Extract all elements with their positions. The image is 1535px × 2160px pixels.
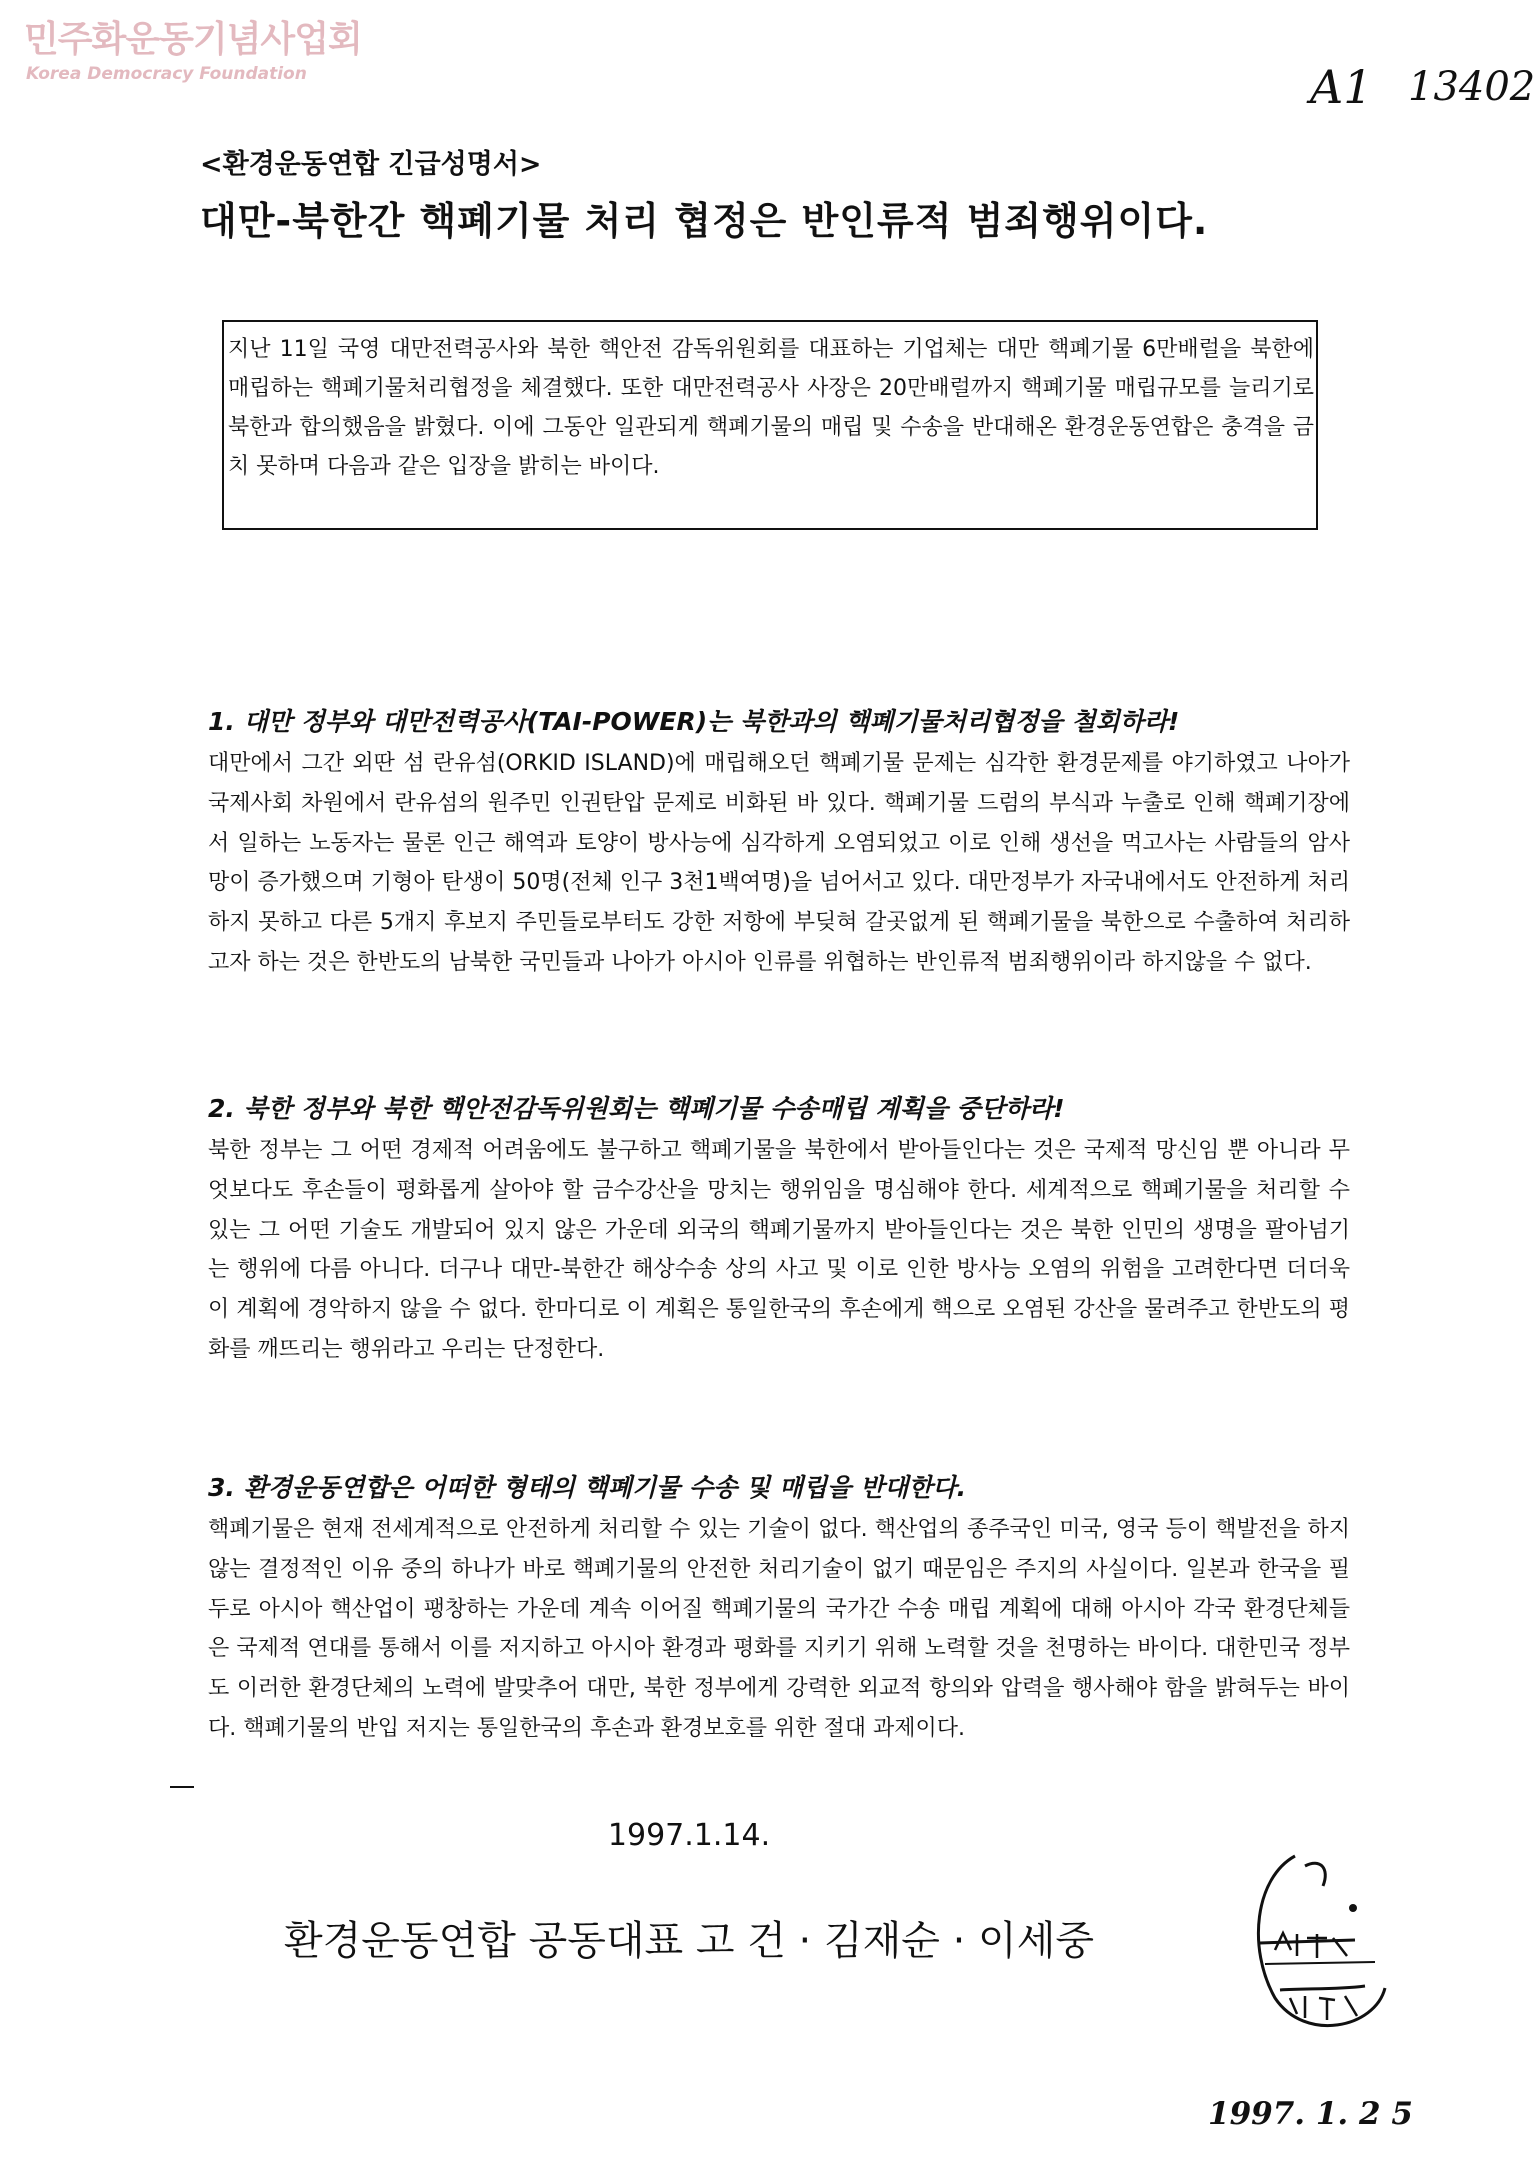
stamp-date: 1997. 1. 2 5: [1208, 2096, 1413, 2132]
signatories: 환경운동연합 공동대표 고 건 · 김재순 · 이세중: [284, 1918, 1094, 1964]
section-1-body: 대만에서 그간 외딴 섬 란유섬(ORKID ISLAND)에 매립해오던 핵폐기물 문제는 심각한 환경문제를 야기하였고 나아가 국제사회 차원에서 란유섬의 원주민 인권탄압 문제로 비화된 바 있다. 핵폐기물 드럼의 부식과 누출로 인해 핵폐기장에서 일하는 노동자는 물론 인근 해역과 토양이 방사능에 심각하게 오염되었고 이로 인해 생선을 먹고사는 사람들의 암사망이 증가했으며 기형아 탄생이 50명(전체 인구 3천1백여명)을 넘어서고 있다. 대만정부가 자국내에서도 안전하게 처리하지 못하고 다른 5개지 후보지 주민들로부터도 강한 저항에 부딪혀 갈곳없게 된 핵폐기물을 북한으로 수출하여 처리하고자 하는 것은 한반도의 남북한 국민들과 나아가 아시아 인류를 위협하는 반인류적 범죄행위이라 하지않을 수 없다.: [208, 751, 1350, 975]
statement-subtitle: <환경운동연합 긴급성명서>: [200, 149, 542, 180]
statement-date: 1997.1.14.: [607, 1818, 771, 1853]
section-2-body: 북한 정부는 그 어떤 경제적 어려움에도 불구하고 핵폐기물을 북한에서 받아들인다는 것은 국제적 망신임 뿐 아니라 무엇보다도 후손들이 평화롭게 살아야 할 금수강산을 망치는 행위임을 명심해야 한다. 세계적으로 핵폐기물을 처리할 수 있는 그 어떤 기술도 개발되어 있지 않은 가운데 외국의 핵폐기물까지 받아들인다는 것은 북한 인민의 생명을 팔아넘기는 행위에 다름 아니다. 더구나 대만-북한간 해상수송 상의 사고 및 이로 인한 방사능 오염의 위험을 고려한다면 더더욱 이 계획에 경악하지 않을 수 없다. 한마디로 이 계획은 통일한국의 후손에게 핵으로 오염된 강산을 물려주고 한반도의 평화를 깨뜨리는 행위라고 우리는 단정한다.: [208, 1138, 1350, 1362]
section-3-body: 핵폐기물은 현재 전세계적으로 안전하게 처리할 수 있는 기술이 없다. 핵산업의 종주국인 미국, 영국 등이 핵발전을 하지않는 결정적인 이유 중의 하나가 바로 핵폐기물의 안전한 처리기술이 없기 때문임은 주지의 사실이다. 일본과 한국을 필두로 아시아 핵산업이 팽창하는 가운데 계속 이어질 핵폐기물의 국가간 수송 매립 계획에 대해 아시아 각국 환경단체들은 국제적 연대를 통해서 이를 저지하고 아시아 환경과 평화를 지키기 위해 노력할 것을 천명하는 바이다. 대한민국 정부도 이러한 환경단체의 노력에 발맞추어 대만, 북한 정부에게 강력한 외교적 항의와 압력을 행사해야 함을 밝혀두는 바이다. 핵폐기물의 반입 저지는 통일한국의 후손과 환경보호를 위한 절대 과제이다.: [208, 1517, 1350, 1741]
margin-dash: [170, 1786, 194, 1788]
watermark-korean: 민주화운동기념사업회: [24, 19, 362, 60]
section-2-heading: 2. 북한 정부와 북한 핵안전감독위원회는 핵폐기물 수송매립 계획을 중단하라!: [208, 1094, 1065, 1123]
stamp-icon: [1235, 1838, 1405, 2058]
intro-text: 지난 11일 국영 대만전력공사와 북한 핵안전 감독위원회를 대표하는 기업체는 대만 핵폐기물 6만배럴을 북한에 매립하는 핵폐기물처리협정을 체결했다. 또한 대만전력공사 사장은 20만배럴까지 핵폐기물 매립규모를 늘리기로 북한과 합의했음을 밝혔다. 이에 그동안 일관되게 핵폐기물의 매립 및 수송을 반대해온 환경운동연합은 충격을 금치 못하며 다음과 같은 입장을 밝히는 바이다.: [228, 337, 1314, 479]
reception-stamp: [1235, 1838, 1405, 2062]
watermark-english: Korea Democracy Foundation: [26, 64, 307, 84]
statement-title: 대만-북한간 핵폐기물 처리 협정은 반인류적 범죄행위이다.: [200, 199, 1209, 243]
section-3-heading: 3. 환경운동연합은 어떠한 형태의 핵폐기물 수송 및 매립을 반대한다.: [208, 1473, 967, 1502]
archive-code-left: A1: [1310, 60, 1373, 114]
section-1-heading: 1. 대만 정부와 대만전력공사(TAI-POWER)는 북한과의 핵폐기물처리협정을 철회하라!: [208, 707, 1180, 736]
archive-code-right: 13402: [1408, 64, 1535, 110]
